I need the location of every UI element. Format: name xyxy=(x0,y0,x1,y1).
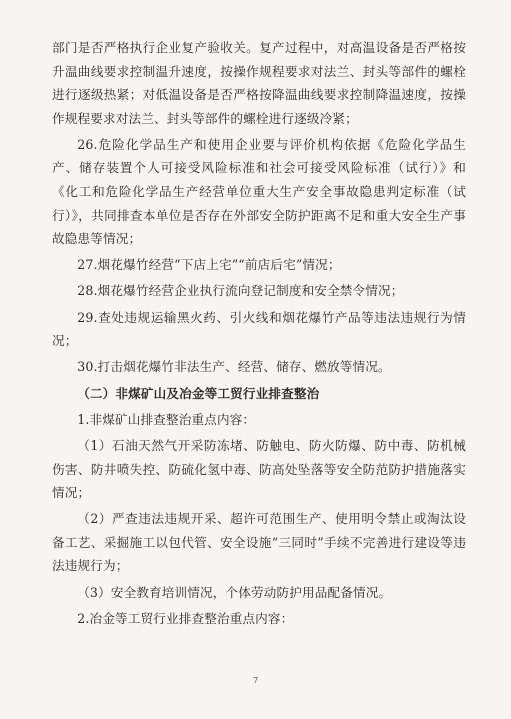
paragraph-item-27: 27.烟花爆竹经营“下店上宅”“前店后宅”情况； xyxy=(77,257,341,273)
paragraph-item-29: 29.查处违规运输黑火药、引火线和烟花爆竹产品等违法违规行为情况； xyxy=(52,309,466,349)
paragraph-item-30: 30.打击烟花爆竹非法生产、经营、储存、燃放等情况。 xyxy=(77,359,391,375)
subsection-metallurgy: 2.冶金等工贸行业排查整治重点内容： xyxy=(77,610,294,626)
document-body xyxy=(52,36,466,633)
page-number: 7 xyxy=(252,676,259,685)
paragraph-continuation: 部门是否严格执行企业复产验收关。复产过程中，对高温设备是否严格按升温曲线要求控制温升速度，按操作规程要求对法兰、封头等部件的螺栓进行逐级热紧；对低温设备是否严格按降温曲线要求控制降温速度，按操作规程要求对法兰、封头等部件的螺栓进行逐级冷紧； xyxy=(52,40,466,126)
paragraph-mining-item-1: （1）石油天然气开采防冻堵、防触电、防火防爆、防中毒、防机械伤害、防井喷失控、防硫化氢中毒、防高处坠落等安全防范防护措施落实情况； xyxy=(52,438,466,501)
paragraph-mining-item-3: （3）安全教育培训情况，个体劳动防护用品配备情况。 xyxy=(77,584,392,600)
section-heading: （二）非煤矿山及冶金等工贸行业排查整治 xyxy=(77,385,320,401)
subsection-mining: 1.非煤矿山排查整治重点内容： xyxy=(77,411,256,427)
paragraph-item-26: 26.危险化学品生产和使用企业要与评价机构依据《危险化学品生产、储存装置个人可接受风险标准和社会可接受风险标准（试行）》和《化工和危险化学品生产经营单位重大生产安全事故隐患判定标准（试行）》，共同排查本单位是否存在外部安全防护距离不足和重大安全生产事故隐患等情况； xyxy=(52,136,466,247)
paragraph-item-28: 28.烟花爆竹经营企业执行流向登记制度和安全禁令情况； xyxy=(77,283,404,299)
paragraph-mining-item-2: （2）严查违法违规开采、超许可范围生产、使用明令禁止或淘汰设备工艺、采掘施工以包代管、安全设施“三同时”手续不完善进行建设等违法违规行为； xyxy=(52,511,466,574)
